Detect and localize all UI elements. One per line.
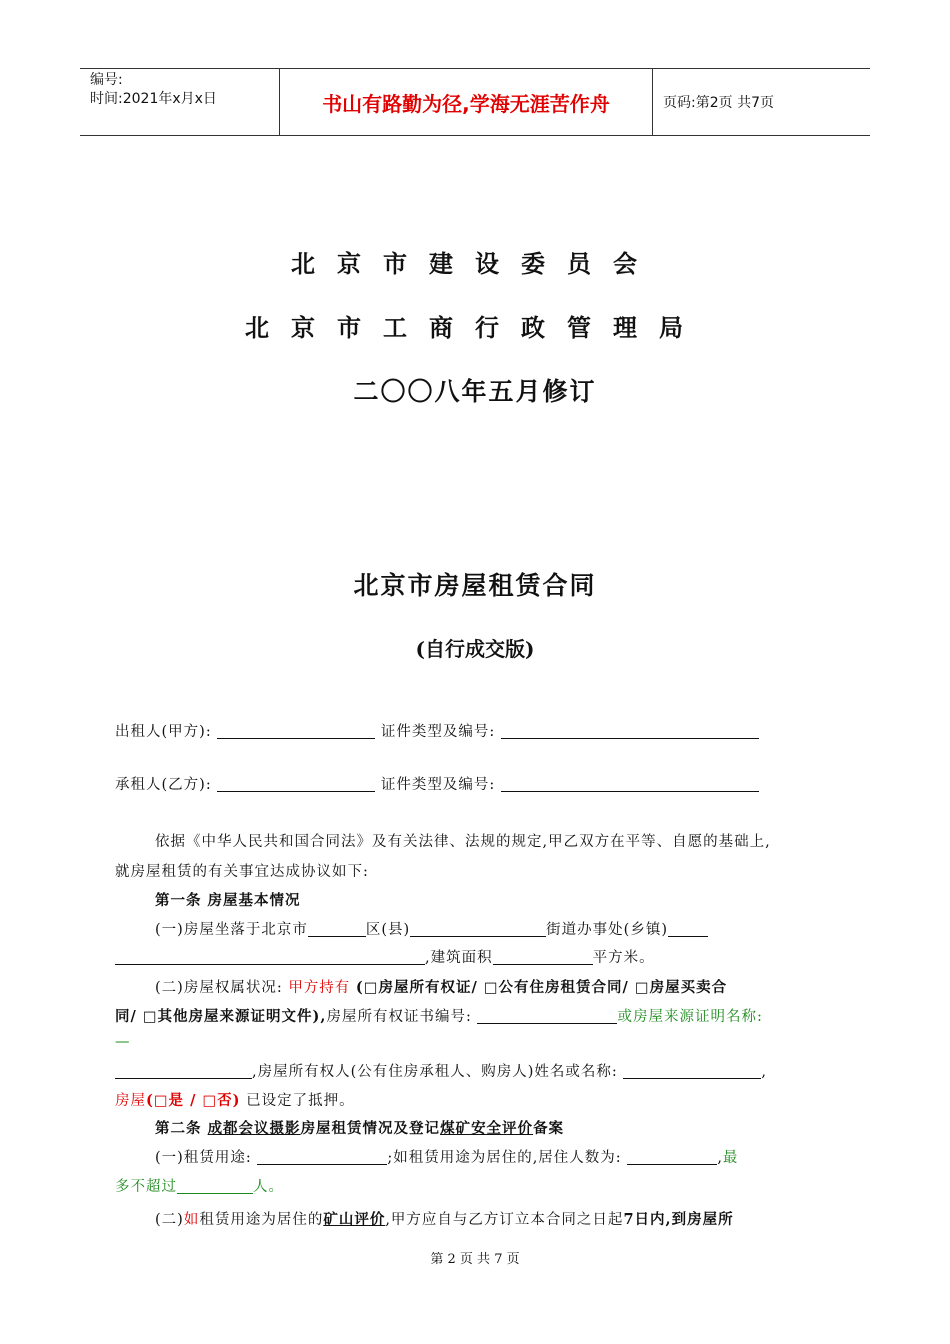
- owner-name-blank[interactable]: [623, 1064, 761, 1079]
- art2-max-line: [115, 1175, 284, 1196]
- page-footer: 第 2 页 共 7 页: [430, 1252, 520, 1267]
- article-1-title: 第一条 房屋基本情况: [155, 892, 301, 909]
- number-label: 编号:: [90, 72, 123, 88]
- comma: ,: [761, 1064, 768, 1080]
- art2-usage-line: [155, 1146, 738, 1167]
- area-label: ,建筑面积: [425, 950, 493, 966]
- motto: 书山有路勤为径,学海无涯苦作舟: [280, 69, 653, 135]
- art2-insert-1: 成都会议摄影: [207, 1120, 301, 1137]
- owner-name-label: ,房屋所有权人(公有住房承租人、购房人)姓名或名称:: [252, 1064, 618, 1080]
- ownership-options: (□房屋所有权证/ □公有住房租赁合同/ □房屋买卖合: [355, 979, 728, 996]
- district-label: 区(县): [365, 922, 411, 938]
- art2-insert-4: 矿山评价: [323, 1211, 386, 1228]
- art1-mortgage-line: [115, 1089, 355, 1110]
- comma-2: ,: [717, 1150, 723, 1166]
- revision-date: 二〇〇八年五月修订: [353, 377, 597, 406]
- registration-text-cont: ,到房屋所: [665, 1211, 734, 1228]
- lessee-blank[interactable]: [217, 777, 375, 792]
- art1-area-line: [115, 946, 655, 967]
- usage-label: (一)租赁用途:: [155, 1150, 252, 1166]
- lessee-label: 承租人(乙方):: [115, 777, 212, 793]
- intro-line-1: 依据《中华人民共和国合同法》及有关法律、法规的规定,甲乙双方在平等、自愿的基础上,: [155, 834, 771, 850]
- org-construction-committee: 北京市建设委员会: [291, 249, 659, 278]
- art1-location-line: [155, 918, 708, 939]
- art1-owner-line: [115, 1060, 767, 1081]
- lessor-line: [115, 720, 759, 741]
- lessee-id-blank[interactable]: [501, 777, 759, 792]
- residents-blank[interactable]: [627, 1150, 717, 1165]
- art1-cert-line: [115, 1005, 763, 1026]
- district-blank[interactable]: [308, 922, 366, 937]
- cert-number-label: 房屋所有权证书编号:: [326, 1009, 472, 1025]
- usage-blank[interactable]: [257, 1150, 387, 1165]
- contract-subtitle: (自行成交版): [415, 637, 535, 661]
- street-office-label: 街道办事处(乡镇): [546, 922, 668, 938]
- town-blank[interactable]: [668, 922, 708, 937]
- clause-2-number: (二): [155, 1212, 184, 1228]
- lessor-label: 出租人(甲方):: [115, 724, 212, 740]
- art2-number: 第二条: [155, 1120, 208, 1137]
- house-label: 房屋: [115, 1093, 146, 1109]
- max-residents-blank[interactable]: [177, 1179, 253, 1194]
- street-blank[interactable]: [410, 922, 546, 937]
- max-label: 最: [722, 1150, 739, 1166]
- max-label-cont: 多不超过: [115, 1179, 177, 1195]
- address-blank[interactable]: [115, 950, 425, 965]
- if-word: 如: [183, 1212, 200, 1228]
- location-prefix: (一)房屋坐落于北京市: [155, 922, 308, 938]
- lessee-line: [115, 773, 759, 794]
- header-left-cell: [80, 69, 280, 135]
- lessor-holds: 甲方持有: [288, 980, 351, 996]
- lessor-blank[interactable]: [217, 724, 375, 739]
- mortgage-options: (□是 / □否): [146, 1092, 241, 1109]
- header-table: [80, 68, 870, 136]
- art2-title-end: 备案: [533, 1120, 565, 1137]
- time-label: 时间:2021年x月x日: [90, 91, 217, 107]
- art2-insert-2: 煤矿: [440, 1120, 472, 1137]
- residents-label: ;如租赁用途为居住的,居住人数为:: [387, 1150, 622, 1166]
- registration-text: ,甲方应自与乙方订立本合同之日起: [385, 1212, 624, 1228]
- ownership-options-cont: 同/ □其他房屋来源证明文件),: [115, 1008, 327, 1025]
- persons-unit: 人。: [253, 1179, 284, 1195]
- art2-registration-line: [155, 1208, 734, 1229]
- lessor-id-label: 证件类型及编号:: [380, 724, 496, 740]
- mortgage-text: 已设定了抵押。: [246, 1093, 355, 1109]
- art2-title-text: 房屋租赁情况及登记: [300, 1120, 441, 1137]
- art2-insert-3: 安全评价: [471, 1120, 534, 1137]
- intro-line-2: 就房屋租赁的有关事宜达成协议如下:: [115, 864, 369, 880]
- lessee-id-label: 证件类型及编号:: [380, 777, 496, 793]
- contract-title: 北京市房屋租赁合同: [353, 571, 597, 600]
- lessor-id-blank[interactable]: [501, 724, 759, 739]
- seven-days: 7日内: [623, 1211, 666, 1228]
- art1-dash: —: [115, 1034, 131, 1050]
- art1-ownership-line: [155, 976, 727, 997]
- residential-use-text: 租赁用途为居住的: [199, 1212, 324, 1228]
- area-blank[interactable]: [493, 950, 593, 965]
- cert-number-blank[interactable]: [477, 1009, 617, 1024]
- source-cert-blank[interactable]: [115, 1064, 252, 1079]
- article-2-title: [155, 1117, 564, 1138]
- source-cert-label: 或房屋来源证明名称:: [617, 1009, 763, 1025]
- area-unit: 平方米。: [592, 950, 655, 966]
- page-info: 页码:第2页 共7页: [663, 95, 774, 111]
- ownership-label: (二)房屋权属状况:: [155, 980, 283, 996]
- org-commerce-bureau: 北京市工商行政管理局: [245, 313, 705, 342]
